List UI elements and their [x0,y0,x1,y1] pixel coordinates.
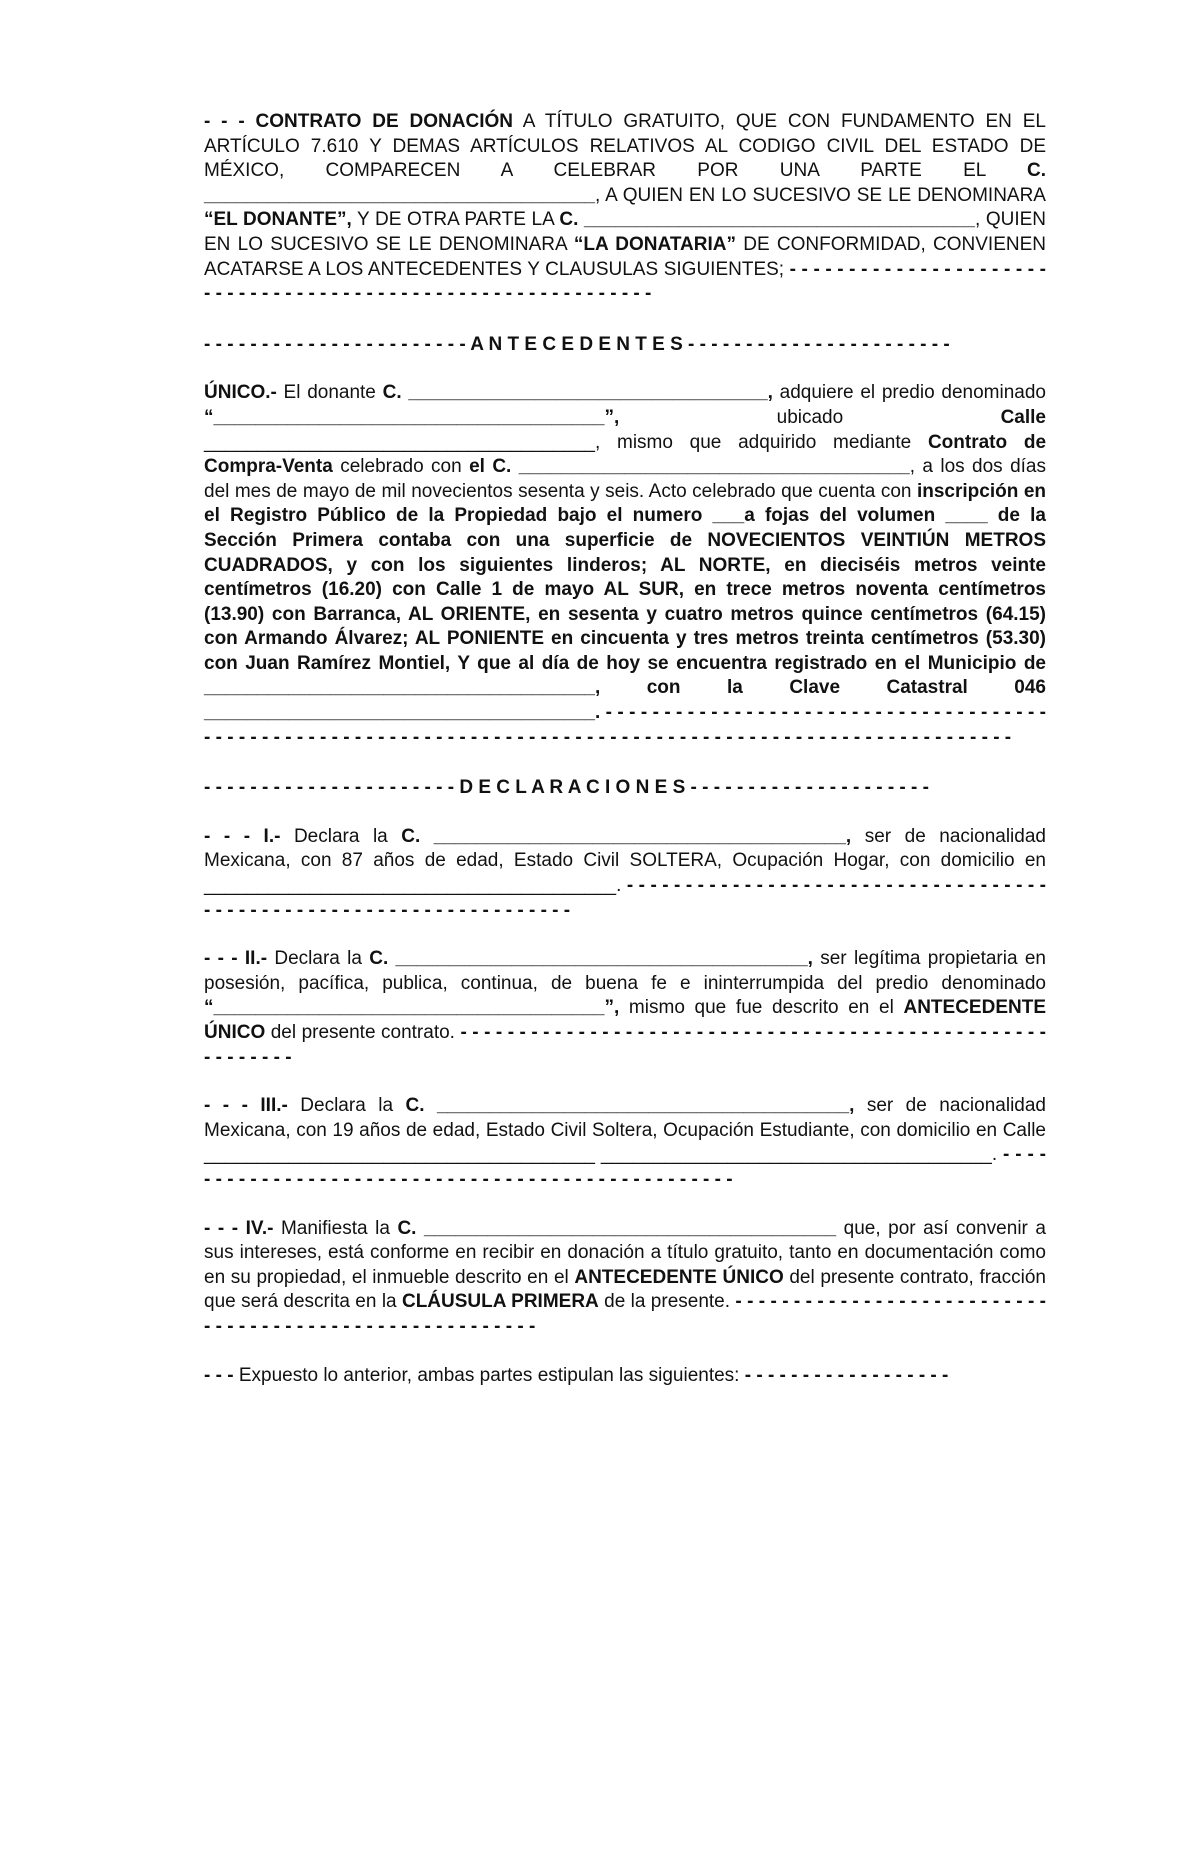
unico-text-1: El donante [276,382,383,404]
unico-trail-dashes: - - - - - - - - - - - - - - - - - - - - - - - - - - - - - - - - - - - - - - - - - - - - - - - - - - - - - - - - - - - - - - - - - - - - - - - - - - - - - - - - - - - - - - - - - - - - - - - - - - - - - - - - - - - - [204,702,1046,748]
decl2-antecedente: ANTECEDENTE ÚNICO [204,997,1046,1043]
unico-registry-block: inscripción en el Registro Público de la Propiedad bajo el numero ___a fojas del volumen ____ de la Sección Primera contaba con una superficie de NOVECIENTOS VEINTIÚN METROS CUADRADOS, y con los siguientes linderos; AL NORTE, en dieciséis metros veinte centímetros (16.20) con Calle 1 de mayo AL SUR, en trece metros noventa centímetros (13.90) con Barranca, AL ORIENTE, en sesenta y cuatro metros quince centímetros (64.15) con Armando Álvarez; AL PONIENTE en cincuenta y tres metros treinta centímetros (53.30) con Juan Ramírez Montiel, Y que al día de hoy se encuentra registrado en el Municipio de _____________________________________, con la Clave Catastral 046 _____________________________________. [204,480,1046,724]
unico-text-3: ubicado [619,406,1001,428]
intro-dashes: - - - [204,111,245,132]
decl1-text-2: ser de nacionalidad Mexicana, con 87 años de edad, Estado Civil SOLTERA, Ocupación Hogar, con domicilio en _______________________________________. [204,825,1046,897]
antecedentes-heading [204,333,1046,358]
decl1-label: - - - I.- [204,825,281,847]
decl4-clausula: CLÁUSULA PRIMERA [401,1291,599,1313]
decl2-c-blank: C. _______________________________________, [369,948,813,970]
decl4-label: - - - IV.- [204,1217,274,1239]
decl4-text-3: del presente contrato, fracción que será descrita en la [204,1266,1046,1313]
unico-donor-blank: C. __________________________________, [382,382,773,404]
donee-term: “LA DONATARIA” [573,233,736,255]
decl4-text-1: Manifiesta la [273,1217,398,1239]
unico-predio-blank: “_____________________________________”, [204,406,620,428]
intro-text-2: , A QUIEN EN LO SUCESIVO SE LE DENOMINARA [594,184,1046,206]
decl3-c-blank: C. _______________________________________, [405,1095,855,1117]
unico-label: ÚNICO.- [204,382,277,404]
decl2-text-2: ser legítima propietaria en posesión, pacífica, publica, continua, de buena fe e ininterrumpida del predio denominado [204,948,1046,994]
contract-title: CONTRATO DE DONACIÓN [255,111,513,132]
intro-text-3: Y DE OTRA PARTE LA [351,209,560,231]
decl3-text-2: ser de nacionalidad Mexicana, con 19 años de edad, Estado Civil Soltera, Ocupación Estudiante, con domicilio en Calle _____________________________________ _____________________________________. [204,1095,1046,1166]
closing-paragraph [204,1364,1046,1389]
unico-text-5: celebrado con [332,456,470,478]
decl1-trail: - - - - - - - - - - - - - - - - - - - - - - - - - - - - - - - - - - - - - - - - - - - - - - - - - - - - - - - - - - - - - - - - - - - - [204,875,1046,921]
declaraciones-heading [204,776,1046,801]
decl1-c-blank: C. _______________________________________, [401,825,852,847]
antecedentes-heading-text: - - - - - - - - - - - - - - - - - - - - - - - A N T E C E D E N T E S - - - - - - - - - - - - - - - - - - - - - - - [204,333,950,355]
intro-text-4: , QUIEN EN LO SUCESIVO SE LE DENOMINARA [204,209,1046,255]
declaracion-1 [204,825,1046,923]
decl3-trail: - - - - - - - - - - - - - - - - - - - - - - - - - - - - - - - - - - - - - - - - - - - - - - - - - - [204,1144,1046,1190]
decl4-trail: - - - - - - - - - - - - - - - - - - - - - - - - - - - - - - - - - - - - - - - - - - - - - - - - - - - - - - - - [204,1291,1046,1337]
declaracion-2 [204,947,1046,1070]
intro-paragraph [204,110,1046,307]
declaraciones-heading-text: - - - - - - - - - - - - - - - - - - - - - - D E C L A R A C I O N E S - - - - - - - - - - - - - - - - - - - - - [204,777,929,799]
donor-term: “EL DONANTE”, [204,209,352,231]
unico-seller-blank: el C. _____________________________________ [469,456,910,478]
donor-c-blank: C. _____________________________________ [204,160,1046,206]
antecedente-unico [204,381,1046,750]
declaracion-3 [204,1094,1046,1192]
decl4-text-2: que, por así convenir a sus intereses, está conforme en recibir en donación a título gratuito, tanto en documentación como en su propiedad, el inmueble descrito en el [204,1217,1046,1288]
closing-trail: - - - - - - - - - - - - - - - - - - [744,1364,949,1386]
decl4-c-blank: C. _______________________________________ [397,1217,837,1239]
closing-lead: - - - [204,1364,234,1386]
intro-trail-dashes: - - - - - - - - - - - - - - - - - - - - - - - - - - - - - - - - - - - - - - - - - - - - - - - - - - - - - - - - - - - - - [204,258,1046,305]
decl3-text-1: Declara la [287,1095,406,1117]
unico-text-6: , a los dos días del mes de mayo de mil novecientos sesenta y seis. Acto celebrado que cuenta con [204,456,1046,502]
unico-contrato: Contrato de Compra-Venta [204,431,1047,478]
decl2-text-3: mismo que fue descrito en el [619,997,904,1019]
decl4-antecedente: ANTECEDENTE ÚNICO [574,1266,784,1288]
unico-text-2: adquiere el predio denominado [772,382,1046,404]
donee-c-blank: C. _____________________________________ [559,209,975,231]
decl4-text-4: de la presente. [598,1291,736,1313]
unico-text-4: _____________________________________, mismo que adquirido mediante [204,431,928,453]
decl2-text-4: del presente contrato. [265,1022,461,1043]
intro-text-1: A TÍTULO GRATUITO, QUE CON FUNDAMENTO EN EL ARTÍCULO 7.610 Y DEMAS ARTÍCULOS RELATIVOS AL CODIGO CIVIL DEL ESTADO DE MÉXICO, COMPARECEN A CELEBRAR POR UNA PARTE EL [204,111,1046,182]
intro-text-5: DE CONFORMIDAD, CONVIENEN ACATARSE A LOS ANTECEDENTES Y CLAUSULAS SIGUIENTES; [204,233,1046,280]
declaracion-4 [204,1217,1046,1340]
decl3-label: - - - III.- [204,1095,288,1117]
unico-calle: Calle [1000,406,1046,428]
decl1-text-1: Declara la [280,825,402,847]
decl2-trail: - - - - - - - - - - - - - - - - - - - - - - - - - - - - - - - - - - - - - - - - - - - - - - - - - - - - - - - - - - [204,1022,1046,1068]
closing-text: Expuesto lo anterior, ambas partes estipulan las siguientes: [233,1364,745,1386]
decl2-label: - - - II.- [204,948,268,970]
decl2-predio-blank: “_____________________________________”, [204,997,620,1019]
document-page [204,110,1046,1388]
decl2-text-1: Declara la [267,948,370,970]
